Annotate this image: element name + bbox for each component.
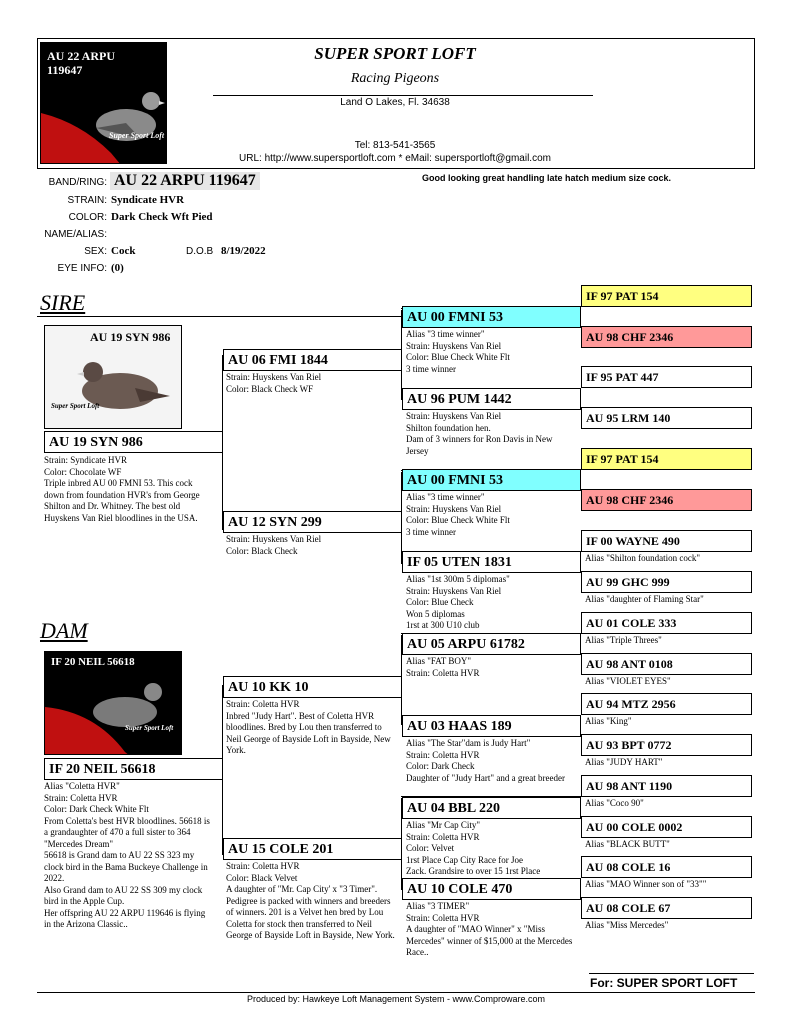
detail-line: George of Bayside Loft in Bayside, New York. bbox=[226, 930, 395, 940]
gen3-box: IF 05 UTEN 1831 bbox=[402, 551, 581, 573]
sire-photo bbox=[44, 325, 182, 429]
detail-line: Alias "1st 300m 5 diplomas" bbox=[406, 574, 510, 584]
detail-line: Strain: Huyskens Van Riel bbox=[406, 340, 502, 351]
photo-band-text: AU 22 ARPU 119647 bbox=[47, 49, 115, 77]
gen3-details bbox=[406, 411, 581, 457]
sex-value: Cock bbox=[111, 245, 136, 257]
gen3-box: AU 04 BBL 220 bbox=[402, 797, 581, 819]
detail-line: Strain: Huyskens Van Riel bbox=[406, 411, 502, 421]
gen4-alias: Alias "JUDY HART" bbox=[585, 757, 663, 767]
gen4-box: IF 00 WAYNE 490 bbox=[581, 530, 752, 552]
dam-photo-loft: Super Sport Loft bbox=[125, 724, 174, 732]
detail-line: Strain: Huyskens Van Riel bbox=[226, 372, 322, 382]
detail-line: York. bbox=[226, 745, 246, 755]
gen2-box: AU 10 KK 10 bbox=[223, 676, 402, 698]
detail-line: Alias "Mr Cap City" bbox=[406, 820, 481, 830]
detail-line: Color: Dark Check White Flt bbox=[44, 804, 149, 814]
detail-line: Strain: Huyskens Van Riel bbox=[406, 585, 502, 596]
detail-line: Alias "The Star"dam is Judy Hart" bbox=[406, 738, 531, 748]
detail-line: 1rst Place Cap City Race for Joe bbox=[406, 854, 523, 865]
detail-line: A daughter of "Mr. Cap City' x "3 Timer". bbox=[226, 884, 378, 894]
detail-line: Color: Black Check bbox=[226, 545, 298, 556]
detail-line: in the Arizona Classic.. bbox=[44, 919, 128, 929]
detail-line: Color: Black Velvet bbox=[226, 872, 298, 883]
detail-line: Triple inbred AU 00 FMNI 53. This cock bbox=[44, 478, 193, 488]
detail-line: Shilton foundation hen. bbox=[406, 422, 491, 433]
detail-line: of winners. 201 is a Velvet hen bred by Lou bbox=[226, 907, 384, 917]
gen3-box: AU 00 FMNI 53 bbox=[402, 306, 581, 328]
for-label: For: SUPER SPORT LOFT bbox=[590, 976, 738, 990]
gen4-box: AU 93 BPT 0772 bbox=[581, 734, 752, 756]
photo-loft-text: Super Sport Loft bbox=[109, 131, 165, 140]
gen2-details bbox=[226, 534, 401, 557]
sire-heading: SIRE bbox=[40, 290, 86, 315]
eye-label: EYE INFO: bbox=[57, 263, 107, 274]
detail-line: 1rst at 300 U10 club bbox=[406, 620, 480, 630]
detail-line: bloodlines. Bred by Lou then transferred to bbox=[226, 722, 382, 732]
detail-line: Color: Blue Check White Flt bbox=[406, 515, 510, 525]
gen4-box: AU 95 LRM 140 bbox=[581, 407, 752, 429]
detail-line: Strain: Coletta HVR bbox=[226, 861, 300, 871]
detail-line: "Mercedes Dream" bbox=[44, 838, 114, 849]
gen4-box: AU 98 CHF 2346 bbox=[581, 489, 752, 511]
gen3-details bbox=[406, 492, 581, 538]
gen4-alias: Alias "Shilton foundation cock" bbox=[585, 553, 701, 563]
detail-line: 2022. bbox=[44, 873, 65, 883]
gen4-alias: Alias "Coco 90" bbox=[585, 798, 644, 808]
detail-line: Alias "3 time winner" bbox=[406, 492, 485, 502]
gen4-box: AU 99 GHC 999 bbox=[581, 571, 752, 593]
detail-line: Strain: Syndicate HVR bbox=[44, 455, 127, 465]
gen4-box: IF 97 PAT 154 bbox=[581, 448, 752, 470]
gen3-box: AU 10 COLE 470 bbox=[402, 878, 581, 900]
detail-line: Jersey bbox=[406, 445, 429, 456]
sire-photo-text: AU 19 SYN 986 bbox=[90, 330, 171, 344]
detail-line: bird in the Apple Cup. bbox=[44, 896, 125, 906]
gen4-alias: Alias "Miss Mercedes" bbox=[585, 920, 669, 930]
color-value: Dark Check Wft Pied bbox=[111, 211, 213, 223]
detail-line: Won 5 diplomas bbox=[406, 608, 465, 619]
gen4-box: AU 94 MTZ 2956 bbox=[581, 693, 752, 715]
detail-line: Zack. Grandsire to over 15 1rst Place bbox=[406, 866, 541, 876]
gen4-alias: Alias "BLACK BUTT" bbox=[585, 839, 670, 849]
detail-line: 3 time winner bbox=[406, 526, 456, 537]
sire-rule bbox=[37, 316, 401, 317]
dam-photo bbox=[44, 651, 182, 755]
gen4-alias: Alias "King" bbox=[585, 716, 632, 726]
detail-line: Strain: Coletta HVR bbox=[406, 667, 480, 678]
band-value: AU 22 ARPU 119647 bbox=[110, 172, 260, 190]
phone: Tel: 813-541-3565 bbox=[354, 140, 436, 151]
produced-by: Produced by: Hawkeye Loft Management System - www.Comproware.com bbox=[246, 994, 546, 1004]
detail-line: Color: Blue Check White Flt bbox=[406, 352, 510, 362]
loft-subtitle: Racing Pigeons bbox=[350, 71, 440, 86]
gen2-details bbox=[226, 372, 401, 395]
gen3-box: AU 05 ARPU 61782 bbox=[402, 633, 581, 655]
sire-photo-loft: Super Sport Loft bbox=[51, 402, 100, 410]
color-label: COLOR: bbox=[68, 212, 107, 223]
detail-line: From Coletta's best HVR bloodlines. 56618 is bbox=[44, 815, 210, 826]
detail-line: Alias "3 TIMER" bbox=[406, 901, 470, 911]
detail-line: Coletta for stock then transferred to Neil bbox=[226, 918, 372, 929]
gen2-box: AU 12 SYN 299 bbox=[223, 511, 402, 533]
sex-label: SEX: bbox=[84, 246, 107, 257]
detail-line: 3 time winner bbox=[406, 363, 456, 374]
gen4-box: AU 98 CHF 2346 bbox=[581, 326, 752, 348]
detail-line: Race.. bbox=[406, 947, 429, 957]
gen3-details bbox=[406, 574, 581, 632]
detail-line: Color: Dark Check bbox=[406, 761, 475, 771]
detail-line: 56618 is Grand dam to AU 22 SS 323 my bbox=[44, 850, 195, 860]
gen3-details bbox=[406, 901, 584, 959]
header-rule bbox=[213, 95, 593, 96]
header-photo bbox=[40, 42, 167, 164]
detail-line: Inbred "Judy Hart". Best of Coletta HVR bbox=[226, 710, 375, 721]
detail-line: down from foundation HVR's from George bbox=[44, 489, 200, 500]
gen4-box: AU 98 ANT 0108 bbox=[581, 653, 752, 675]
gen4-box: IF 97 PAT 154 bbox=[581, 285, 752, 307]
gen2-box: AU 06 FMI 1844 bbox=[223, 349, 402, 371]
detail-line: Color: Blue Check bbox=[406, 597, 474, 607]
url-email: URL: http://www.supersportloft.com * eMail: supersportloft@gmail.com bbox=[239, 153, 551, 164]
footer-rule bbox=[589, 973, 754, 974]
gen4-box: AU 08 COLE 16 bbox=[581, 856, 752, 878]
gen3-box: AU 03 HAAS 189 bbox=[402, 715, 581, 737]
dob-value: 8/19/2022 bbox=[221, 245, 266, 257]
detail-line: Pedigree is packed with winners and breeders bbox=[226, 895, 391, 906]
dob-label: D.O.B bbox=[186, 246, 214, 257]
detail-line: Mercedes" winner of $15,000 at the Mercedes bbox=[406, 935, 573, 946]
detail-line: Color: Black Check WF bbox=[226, 383, 314, 394]
dam-heading: DAM bbox=[40, 618, 88, 643]
gen4-box: IF 95 PAT 447 bbox=[581, 366, 752, 388]
detail-line: Her offspring AU 22 ARPU 119646 is flying bbox=[44, 907, 206, 918]
strain-value: Syndicate HVR bbox=[111, 194, 185, 206]
gen3-details bbox=[406, 656, 581, 679]
eye-value: (0) bbox=[111, 262, 124, 274]
detail-line: Color: Chocolate WF bbox=[44, 466, 122, 477]
dam-details bbox=[44, 781, 224, 931]
detail-line: Also Grand dam to AU 22 SS 309 my clock bbox=[44, 884, 203, 895]
gen3-details bbox=[406, 329, 581, 375]
detail-line: Color: Velvet bbox=[406, 843, 455, 853]
gen3-details bbox=[406, 738, 584, 784]
detail-line: Dam of 3 winners for Ron Davis in New bbox=[406, 434, 553, 444]
gen4-box: AU 00 COLE 0002 bbox=[581, 816, 752, 838]
detail-line: Alias "3 time winner" bbox=[406, 329, 485, 339]
name-label: NAME/ALIAS: bbox=[44, 229, 107, 240]
location: Land O Lakes, Fl. 34638 bbox=[340, 97, 450, 108]
dam-photo-text: IF 20 NEIL 56618 bbox=[51, 656, 135, 668]
dam-band-box: IF 20 NEIL 56618 bbox=[44, 758, 223, 780]
gen4-box: AU 01 COLE 333 bbox=[581, 612, 752, 634]
gen3-box: AU 96 PUM 1442 bbox=[402, 388, 581, 410]
loft-name: SUPER SPORT LOFT bbox=[314, 44, 476, 63]
detail-line: Strain: Huyskens Van Riel bbox=[406, 503, 502, 514]
detail-line: Strain: Coletta HVR bbox=[406, 749, 480, 760]
gen4-alias: Alias "VIOLET EYES" bbox=[585, 676, 671, 686]
detail-line: Neil George of Bayside Loft in Bayside, New bbox=[226, 733, 391, 744]
bird-description: Good looking great handling late hatch medium size cock. bbox=[422, 173, 672, 183]
detail-line: clock bird in the Bama Buckeye Challenge in bbox=[44, 861, 208, 872]
sire-details bbox=[44, 455, 224, 524]
detail-line: Shilton and Dr. Whitney. The best old bbox=[44, 501, 181, 511]
footer-rule-bottom bbox=[37, 992, 755, 993]
gen4-box: AU 98 ANT 1190 bbox=[581, 775, 752, 797]
gen3-box: AU 00 FMNI 53 bbox=[402, 469, 581, 491]
gen4-alias: Alias "MAO Winner son of "33"" bbox=[585, 879, 707, 889]
detail-line: a grandaughter of 470 a full sister to 364 bbox=[44, 827, 191, 837]
detail-line: Strain: Coletta HVR bbox=[406, 912, 480, 923]
gen3-details bbox=[406, 820, 581, 878]
gen2-details bbox=[226, 861, 404, 942]
sire-band-box: AU 19 SYN 986 bbox=[44, 431, 223, 453]
detail-line: Huyskens Van Riel bloodlines in the USA. bbox=[44, 512, 198, 523]
detail-line: A daughter of "MAO Winner" x "Miss bbox=[406, 924, 545, 934]
gen4-alias: Alias "daughter of Flaming Star" bbox=[585, 594, 704, 604]
strain-label: STRAIN: bbox=[67, 195, 107, 206]
gen4-box: AU 08 COLE 67 bbox=[581, 897, 752, 919]
detail-line: Daughter of "Judy Hart" and a great breeder bbox=[406, 772, 566, 783]
gen2-details bbox=[226, 699, 404, 757]
band-label: BAND/RING: bbox=[48, 177, 107, 188]
detail-line: Alias "FAT BOY" bbox=[406, 656, 472, 666]
detail-line: Strain: Huyskens Van Riel bbox=[226, 534, 322, 544]
gen4-alias: Alias "Triple Threes" bbox=[585, 635, 662, 645]
gen2-box: AU 15 COLE 201 bbox=[223, 838, 402, 860]
detail-line: Alias "Coletta HVR" bbox=[44, 781, 120, 791]
detail-line: Strain: Coletta HVR bbox=[226, 699, 300, 709]
detail-line: Strain: Coletta HVR bbox=[44, 792, 118, 803]
detail-line: Strain: Coletta HVR bbox=[406, 831, 480, 842]
